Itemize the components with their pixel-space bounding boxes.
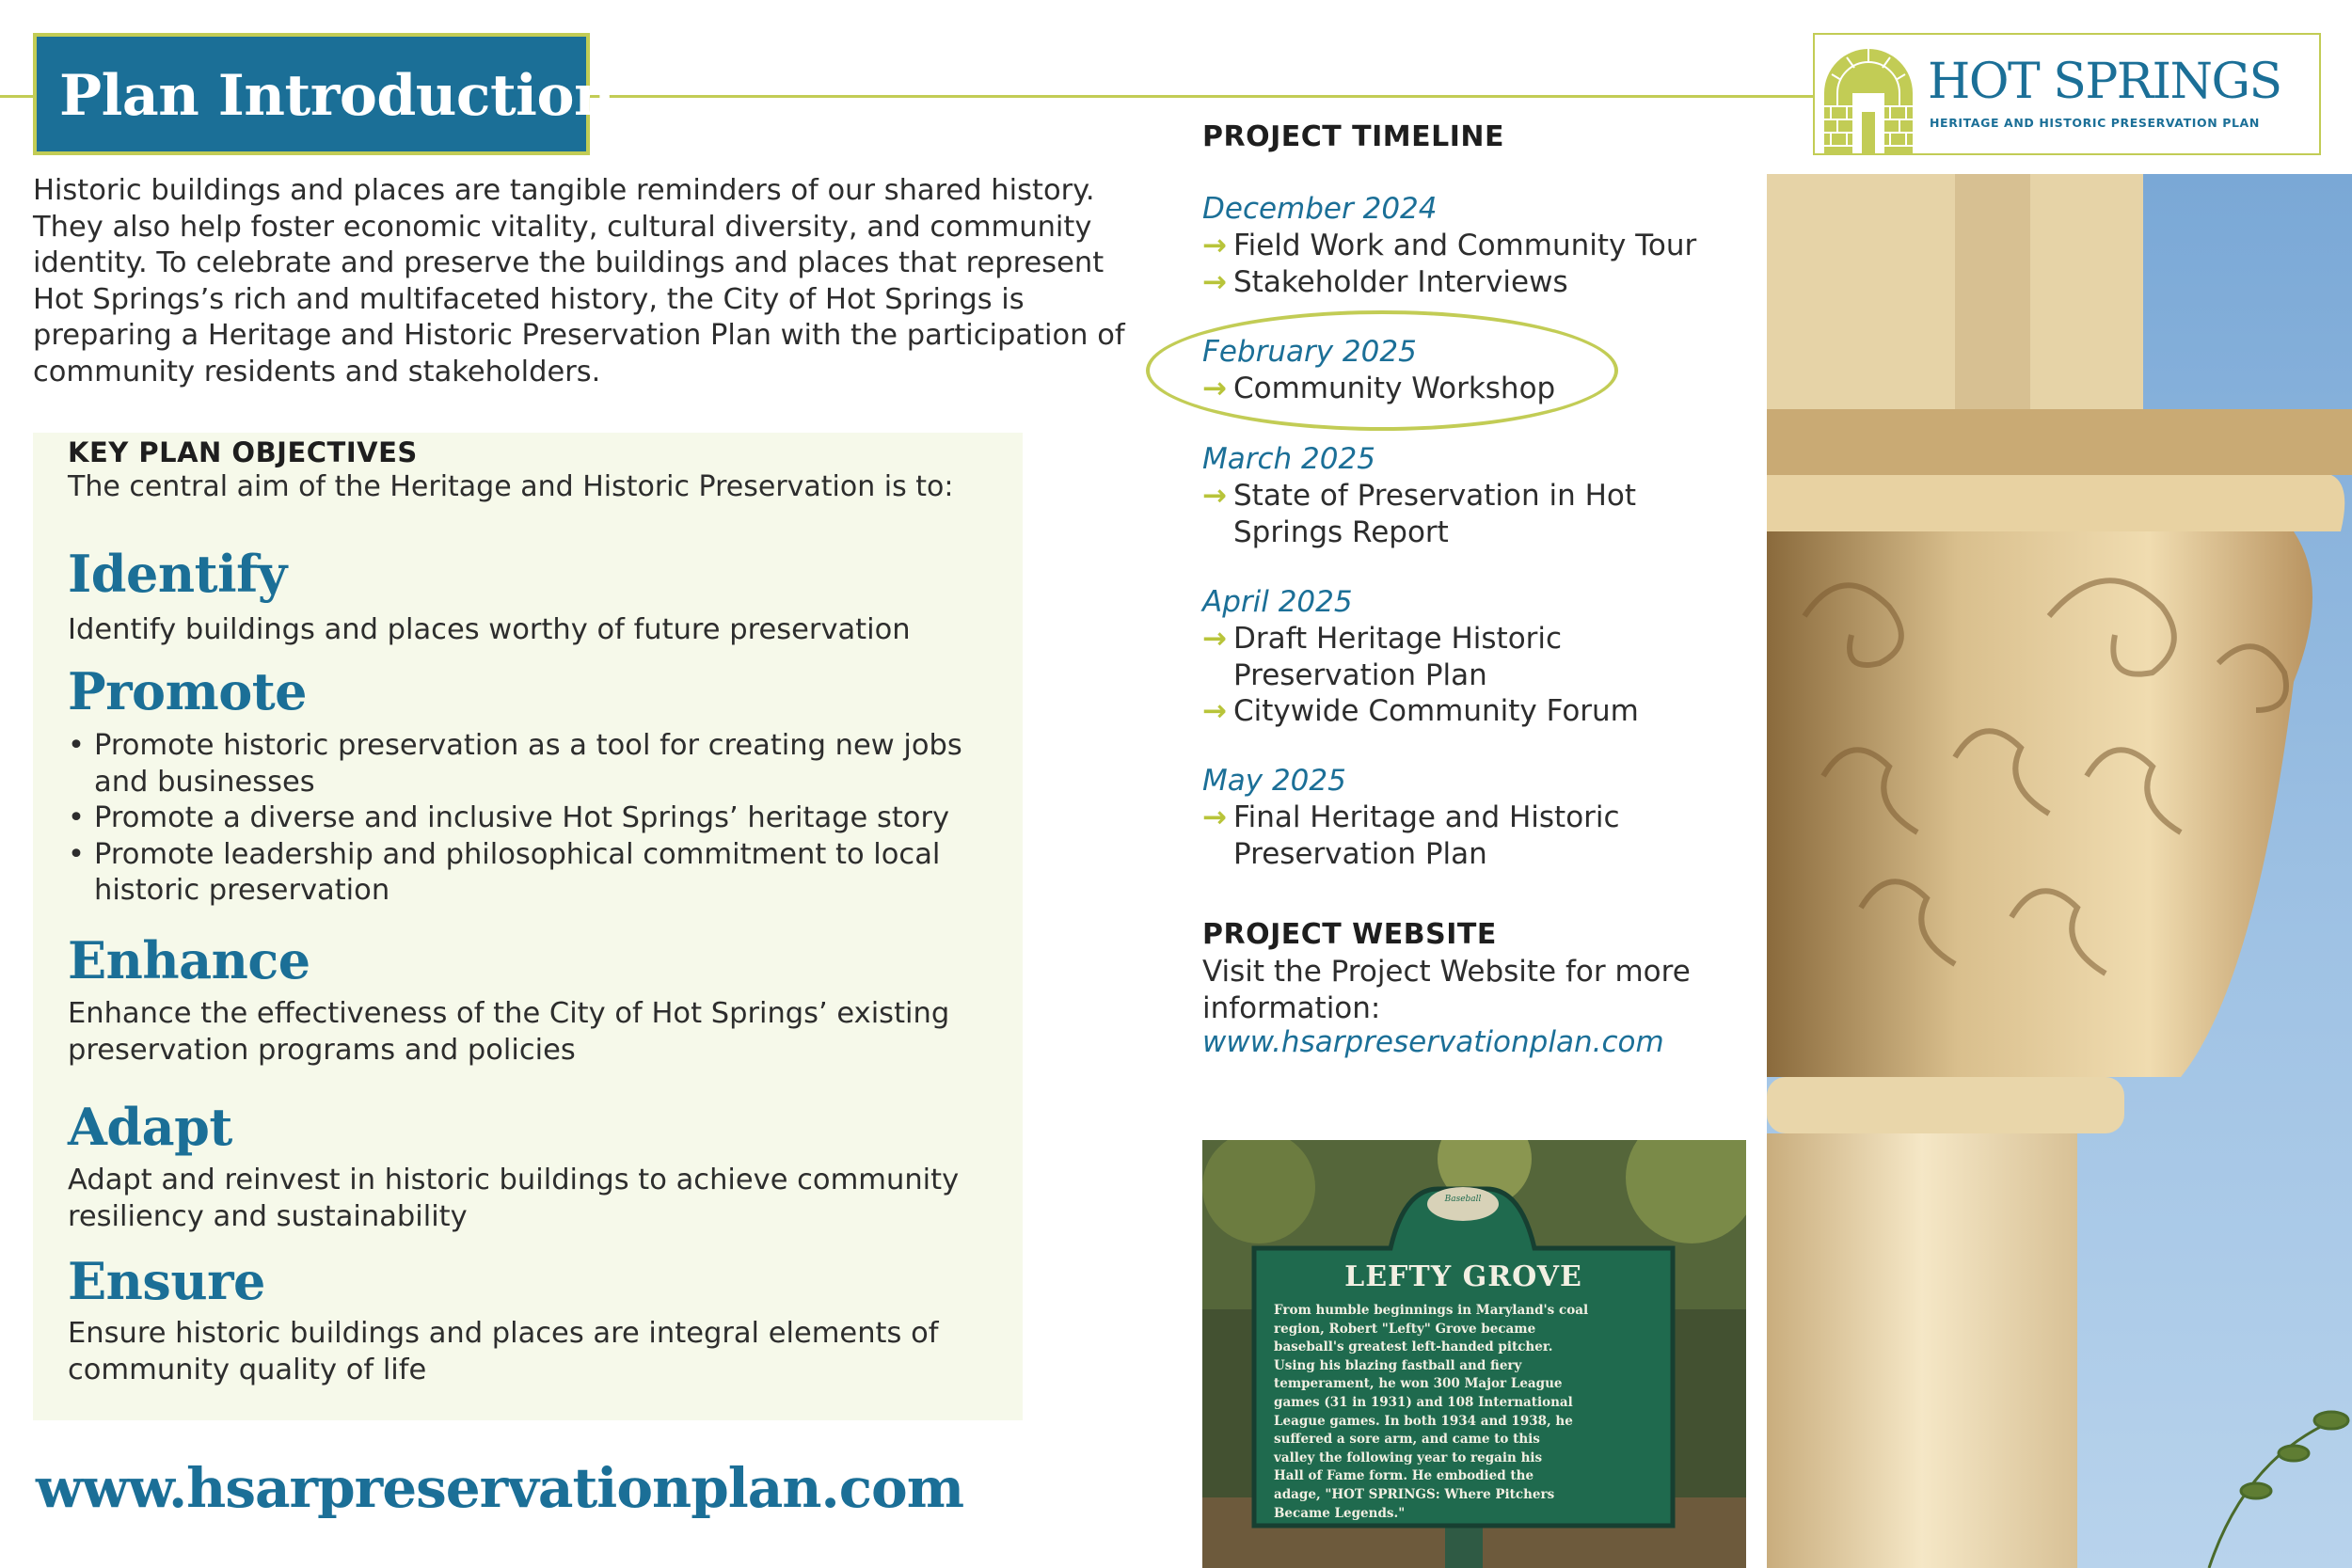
marker-line: League games. In both 1934 and 1938, he: [1274, 1413, 1573, 1429]
marker-line: valley the following year to regain his: [1274, 1449, 1543, 1465]
objective-ensure-description: Ensure historic buildings and places are integral elements of community quality of life: [68, 1317, 939, 1386]
objective-identify-title: Identify: [68, 544, 287, 604]
arrow-right-icon: →: [1202, 694, 1227, 728]
timeline-item: → Final Heritage and Historic Preservation Plan: [1202, 800, 1620, 871]
arrow-right-icon: →: [1202, 800, 1227, 834]
timeline-item: → Stakeholder Interviews: [1202, 264, 1568, 299]
marker-line: temperament, he won 300 Major League: [1274, 1376, 1563, 1392]
arrow-right-icon: →: [1202, 372, 1227, 405]
column-capital-illustration: [1767, 174, 2352, 1568]
timeline-item: → State of Preservation in Hot Springs Report: [1202, 479, 1637, 549]
objective-adapt-description: Adapt and reinvest in historic buildings to achieve community resiliency and sustainability: [68, 1164, 960, 1233]
marker-line: baseball's greatest left-handed pitcher.: [1274, 1339, 1553, 1355]
marker-line: Using his blazing fastball and fiery: [1274, 1357, 1522, 1373]
timeline-date: December 2024: [1202, 192, 1438, 226]
baseball-medallion: [1427, 1187, 1499, 1221]
arrow-right-icon: →: [1202, 622, 1227, 656]
marker-title: LEFTY GROVE: [1344, 1260, 1582, 1293]
marker-line: Hall of Fame form. He embodied the: [1274, 1468, 1534, 1484]
objectives-heading: KEY PLAN OBJECTIVES: [68, 436, 418, 468]
intro-paragraph: Historic buildings and places are tangible reminders of our shared history. They also help foster economic vitality, cultural diversity, and community identity. To celebrate and preserve the buildings and places that represent Hot Springs’s rich and multifaceted history, the City of Hot Springs is preparing a Heritage and Historic Preservation Plan with the participation of community residents and stakeholders.: [33, 174, 1125, 388]
page-title: Plan Introduction: [59, 63, 615, 129]
timeline-items: [1202, 228, 1729, 300]
objective-promote-title: Promote: [68, 661, 308, 721]
historic-marker-photo: [1202, 1140, 1746, 1568]
timeline-date: March 2025: [1202, 442, 1375, 476]
timeline-date: April 2025: [1202, 585, 1353, 619]
objective-identify-description: Identify buildings and places worthy of future preservation: [68, 613, 911, 646]
timeline-item: → Draft Heritage Historic Preservation Plan: [1202, 622, 1563, 692]
promote-bullet: • Promote leadership and philosophical commitment to local historic preservation: [68, 837, 1009, 910]
timeline-date: May 2025: [1202, 764, 1346, 798]
timeline-items: [1202, 621, 1729, 730]
promote-bullet: • Promote a diverse and inclusive Hot Springs’ heritage story: [68, 800, 1009, 837]
logo-name: HOT SPRINGS: [1928, 54, 2281, 110]
marker-line: suffered a sore arm, and came to this: [1274, 1432, 1540, 1448]
title-banner: [33, 33, 615, 155]
marker-body: [1274, 1302, 1660, 1523]
logo: [1813, 33, 2321, 155]
timeline-item: → Citywide Community Forum: [1202, 694, 1639, 728]
timeline-heading: PROJECT TIMELINE: [1202, 120, 1505, 153]
timeline-items: [1202, 478, 1729, 550]
marker-line: region, Robert "Lefty" Grove became: [1274, 1321, 1536, 1337]
objective-enhance-description: Enhance the effectiveness of the City of Hot Springs’ existing preservation programs and policies: [68, 997, 950, 1067]
website-url-large[interactable]: www.hsarpreservationplan.com: [36, 1456, 964, 1520]
marker-medallion-text: Baseball: [1444, 1195, 1482, 1204]
arrow-right-icon: →: [1202, 264, 1227, 299]
column-capital-photo: [1767, 174, 2352, 1568]
marker-line: From humble beginnings in Maryland's coal: [1274, 1303, 1589, 1318]
website-link[interactable]: www.hsarpreservationplan.com: [1202, 1025, 1664, 1059]
arrow-right-icon: →: [1202, 229, 1227, 262]
timeline-items: [1202, 371, 1729, 407]
timeline-item: → Community Workshop: [1202, 372, 1556, 405]
objective-promote-list: [68, 728, 1009, 910]
timeline-date: February 2025: [1202, 335, 1417, 369]
marker-line: Became Legends.": [1274, 1505, 1406, 1521]
marker-line: adage, "HOT SPRINGS: Where Pitchers: [1274, 1486, 1555, 1502]
objective-enhance-title: Enhance: [68, 930, 310, 990]
logo-subtitle: HERITAGE AND HISTORIC PRESERVATION PLAN: [1930, 116, 2260, 130]
marker-line: games (31 in 1931) and 108 International: [1274, 1394, 1573, 1410]
timeline-item: → Field Work and Community Tour: [1202, 229, 1697, 262]
objective-ensure-title: Ensure: [68, 1251, 265, 1311]
arrow-right-icon: →: [1202, 479, 1227, 513]
website-description: Visit the Project Website for more information:: [1202, 955, 1691, 1025]
website-heading: PROJECT WEBSITE: [1202, 918, 1497, 951]
objective-adapt-title: Adapt: [68, 1097, 232, 1157]
brick-arch-icon: [1819, 37, 1918, 155]
objectives-lead: The central aim of the Heritage and Historic Preservation is to:: [68, 470, 954, 503]
promote-bullet: • Promote historic preservation as a tool for creating new jobs and businesses: [68, 728, 1009, 800]
timeline-items: [1202, 800, 1729, 872]
